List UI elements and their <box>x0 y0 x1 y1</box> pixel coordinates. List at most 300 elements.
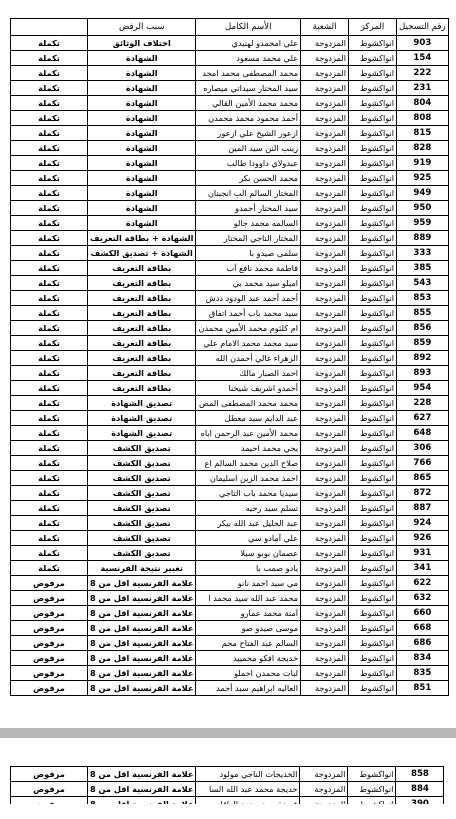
center-cell: انواكشوط <box>349 546 397 561</box>
header-result <box>11 19 88 36</box>
branch-cell: المزدوجة <box>301 351 349 366</box>
table-row <box>11 321 449 336</box>
full-name-cell: خديجة افكو محمييد <box>196 651 301 666</box>
branch-cell: المزدوجة <box>301 561 349 576</box>
full-name-cell: سيد المختار أحمدو <box>196 201 301 216</box>
result-cell: تكملة <box>11 351 88 366</box>
rejection-reason-cell: تصديق الكشف <box>88 501 196 516</box>
registration-number-cell: 306 <box>397 441 449 456</box>
registration-number-cell: 808 <box>397 111 449 126</box>
full-name-cell: السالم عبد الفتاح محم <box>196 636 301 651</box>
rejection-reason-cell: علامة الفرنسية اقل من 8 <box>88 681 196 696</box>
table-row <box>11 96 449 111</box>
registration-number-cell: 834 <box>397 651 449 666</box>
rejection-reason-cell: الشهادة + بطاقة التعريف <box>88 231 196 246</box>
table-row <box>11 396 449 411</box>
registration-number-cell: 855 <box>397 306 449 321</box>
registration-number-cell: 950 <box>397 201 449 216</box>
rejection-reason-cell: بطاقة التعريف <box>88 366 196 381</box>
rejection-reason-cell: بطاقة التعريف <box>88 336 196 351</box>
branch-cell: المزدوجة <box>301 306 349 321</box>
center-cell: انواكشوط <box>349 126 397 141</box>
full-name-cell: سيد محمد محمد الامام علي <box>196 336 301 351</box>
rejection-reason-cell: الشهادة <box>88 156 196 171</box>
full-name-cell: علي امحمدو لهنيدي <box>196 36 301 51</box>
full-name-cell: يحي محمد احيمد <box>196 441 301 456</box>
result-cell: تكملة <box>11 396 88 411</box>
registration-number-cell: 627 <box>397 411 449 426</box>
rejection-reason-cell: الشهادة <box>88 186 196 201</box>
center-cell: انواكشوط <box>349 576 397 591</box>
branch-cell: المزدوجة <box>301 426 349 441</box>
registration-number-cell: 231 <box>397 81 449 96</box>
registration-number-cell: 851 <box>397 681 449 696</box>
registration-number-cell: 835 <box>397 666 449 681</box>
table-row <box>11 156 449 171</box>
registration-number-cell: 954 <box>397 381 449 396</box>
center-cell: انواكشوط <box>349 681 397 696</box>
center-cell: انواكشوط <box>349 501 397 516</box>
table-row <box>11 681 449 696</box>
full-name-cell: اميلو سيد محمد بي <box>196 276 301 291</box>
table-row <box>11 441 449 456</box>
full-name-cell: العاليه ابراهيم سيد أحمد <box>196 681 301 696</box>
center-cell: انواكشوط <box>349 111 397 126</box>
result-cell: مرفوض <box>11 621 88 636</box>
rejection-reason-cell: تصديق الكشف <box>88 546 196 561</box>
branch-cell: المزدوجة <box>301 411 349 426</box>
center-cell: انواكشوط <box>349 456 397 471</box>
center-cell: انواكشوط <box>349 351 397 366</box>
registration-number-cell: 341 <box>397 561 449 576</box>
registration-number-cell: 919 <box>397 156 449 171</box>
result-cell: تكملة <box>11 201 88 216</box>
branch-cell: المزدوجة <box>301 171 349 186</box>
center-cell: انواكشوط <box>349 591 397 606</box>
result-cell: مرفوض <box>11 767 88 782</box>
center-cell: انواكشوط <box>349 51 397 66</box>
center-cell: انواكشوط <box>349 231 397 246</box>
registration-number-cell: 926 <box>397 531 449 546</box>
registration-number-cell: 660 <box>397 606 449 621</box>
center-cell: انواكشوط <box>349 156 397 171</box>
registration-number-cell: 924 <box>397 516 449 531</box>
center-cell: انواكشوط <box>349 276 397 291</box>
table-row <box>11 471 449 486</box>
center-cell: انواكشوط <box>349 426 397 441</box>
table-row <box>11 426 449 441</box>
registration-number-cell: 949 <box>397 186 449 201</box>
table-row <box>11 81 449 96</box>
rejection-reason-cell: علامة الفرنسية اقل من 8 <box>88 621 196 636</box>
rejection-reason-cell: بطاقة التعريف <box>88 321 196 336</box>
registration-number-cell: 892 <box>397 351 449 366</box>
rejection-reason-cell: علامة الفرنسية اقل من 8 <box>88 782 196 797</box>
center-cell: انواكشوط <box>349 66 397 81</box>
registration-number-cell: 154 <box>397 51 449 66</box>
branch-cell: المزدوجة <box>301 291 349 306</box>
full-name-cell: عبدولاي داوودا طالب <box>196 156 301 171</box>
full-name-cell: سيد محمد باب أحمد اتفاق <box>196 306 301 321</box>
registration-number-cell: 804 <box>397 96 449 111</box>
branch-cell: المزدوجة <box>301 201 349 216</box>
table-row <box>11 767 444 782</box>
result-cell: مرفوض <box>11 591 88 606</box>
result-cell: تكملة <box>11 291 88 306</box>
table-row <box>11 216 449 231</box>
table-row <box>11 186 449 201</box>
result-cell: تكملة <box>11 36 88 51</box>
center-cell: انواكشوط <box>349 666 397 681</box>
branch-cell: المزدوجة <box>301 531 349 546</box>
branch-cell: المزدوجة <box>301 276 349 291</box>
full-name-cell: زينب النن سيد المين <box>196 141 301 156</box>
result-cell: مرفوض <box>11 782 88 797</box>
rejection-reason-cell: الشهادة <box>88 81 196 96</box>
branch-cell: المزدوجة <box>301 141 349 156</box>
registration-number-cell: 622 <box>397 576 449 591</box>
table-row <box>11 666 449 681</box>
center-cell: انواكشوط <box>349 486 397 501</box>
registration-number-cell: 887 <box>397 501 449 516</box>
rejection-reason-cell: الشهادة <box>88 126 196 141</box>
registration-number-cell: 333 <box>397 246 449 261</box>
result-cell: تكملة <box>11 171 88 186</box>
registration-number-cell: 859 <box>397 336 449 351</box>
rejection-reason-cell: تصديق الكشف <box>88 531 196 546</box>
rejection-reason-cell: تصديق الشهادة <box>88 396 196 411</box>
branch-cell: المزدوجة <box>301 651 349 666</box>
full-name-cell: خديجة محمد عبد الله السا <box>196 782 300 797</box>
rejection-reason-cell: اختلاف الوثائق <box>88 36 196 51</box>
result-cell: تكملة <box>11 306 88 321</box>
center-cell: انواكشوط <box>349 321 397 336</box>
rejection-reason-cell: بطاقة التعريف <box>88 276 196 291</box>
table-row <box>11 336 449 351</box>
rejection-reason-cell: بطاقة التعريف <box>88 291 196 306</box>
branch-cell: المزدوجة <box>301 66 349 81</box>
full-name-cell: آمنة محمد عمارو <box>196 606 301 621</box>
registration-number-cell: 959 <box>397 216 449 231</box>
full-name-cell: صلاح الدين محمد السالم اع <box>196 456 301 471</box>
full-name-cell: أحمدو اشريف شيخنا <box>196 381 301 396</box>
full-name-cell: ازعور الشيخ علي ازعور <box>196 126 301 141</box>
result-cell: تكملة <box>11 516 88 531</box>
rejection-reason-cell: علامة الفرنسية اقل من 8 <box>88 651 196 666</box>
full-name-cell: سيد المختار سيداتي ميصاره <box>196 81 301 96</box>
branch-cell: المزدوجة <box>301 126 349 141</box>
center-cell: انواكشوط <box>349 396 397 411</box>
table-row <box>11 606 449 621</box>
table-row <box>11 66 449 81</box>
rejection-reason-cell: الشهادة <box>88 216 196 231</box>
branch-cell: المزدوجة <box>301 231 349 246</box>
center-cell: انواكشوط <box>349 381 397 396</box>
full-name-cell: عبد الدايم سيد معطل <box>196 411 301 426</box>
result-cell: تكملة <box>11 96 88 111</box>
full-name-cell: علي محمد مسعود <box>196 51 301 66</box>
center-cell: انواكشوط <box>349 366 397 381</box>
result-cell: تكملة <box>11 486 88 501</box>
full-name-cell: سيديا محمد باب التاجي <box>196 486 301 501</box>
branch-cell: المزدوجة <box>301 96 349 111</box>
rejection-reason-cell: علامة الفرنسية اقل من 8 <box>88 636 196 651</box>
table-row <box>11 366 449 381</box>
center-cell: انواكشوط <box>349 606 397 621</box>
result-cell: تكملة <box>11 141 88 156</box>
center-cell: انواكشوط <box>349 216 397 231</box>
full-name-cell: احمد محمد الزين اسليمان <box>196 471 301 486</box>
result-cell: تكملة <box>11 231 88 246</box>
center-cell: انواكشوط <box>349 531 397 546</box>
rejection-reason-cell: الشهادة + تصديق الكشف <box>88 246 196 261</box>
result-cell: تكملة <box>11 186 88 201</box>
header-center: المركز <box>349 19 397 36</box>
page-separator <box>0 728 456 738</box>
registration-number-cell: 632 <box>397 591 449 606</box>
full-name-cell: احمد الصبار مالك <box>196 366 301 381</box>
registration-number-cell: 686 <box>397 636 449 651</box>
rejection-reason-cell: الشهادة <box>88 141 196 156</box>
table-row <box>11 381 449 396</box>
table-row <box>11 546 449 561</box>
full-name-cell: السالمه محمد جالو <box>196 216 301 231</box>
registration-number-cell: 856 <box>397 321 449 336</box>
branch-cell: المزدوجة <box>301 666 349 681</box>
table-row <box>11 291 449 306</box>
result-cell: مرفوض <box>11 666 88 681</box>
branch-cell: المزدوجة <box>301 471 349 486</box>
full-name-cell: تسلم سيد رحيه <box>196 501 301 516</box>
branch-cell: المزدوجة <box>301 501 349 516</box>
registration-number-cell: 903 <box>397 36 449 51</box>
table-row <box>11 411 449 426</box>
rejection-reason-cell: الشهادة <box>88 111 196 126</box>
table-row <box>11 531 449 546</box>
full-name-cell: محمد محمد الأمين القالي <box>196 96 301 111</box>
center-cell: انواكشوط <box>349 246 397 261</box>
result-cell: تكملة <box>11 426 88 441</box>
branch-cell: المزدوجة <box>301 336 349 351</box>
branch-cell: المزدوجة <box>301 546 349 561</box>
full-name-cell: عصمان بوبو سيلا <box>196 546 301 561</box>
branch-cell: المزدوجة <box>301 261 349 276</box>
table-row <box>11 276 449 291</box>
center-cell: انواكشوط <box>349 201 397 216</box>
result-cell: مرفوض <box>11 576 88 591</box>
rejection-reason-cell: بطاقة التعريف <box>88 381 196 396</box>
registration-number-cell: 893 <box>397 366 449 381</box>
rejection-reason-cell: علامة الفرنسية اقل من 8 <box>88 606 196 621</box>
branch-cell: المزدوجة <box>301 606 349 621</box>
registration-number-cell: 648 <box>397 426 449 441</box>
registration-number-cell: 828 <box>397 141 449 156</box>
registration-number-cell: 858 <box>396 767 444 782</box>
result-cell: تكملة <box>11 216 88 231</box>
branch-cell: المزدوجة <box>301 246 349 261</box>
center-cell: انواكشوط <box>349 36 397 51</box>
full-name-cell: عبد الجليل عبد الله بيكر <box>196 516 301 531</box>
rejection-reason-cell: الشهادة <box>88 51 196 66</box>
full-name-cell: سلمى صيدو با <box>196 246 301 261</box>
center-cell: انواكشوط <box>349 171 397 186</box>
full-name-cell: محمد المصطفى محمد امجد <box>196 66 301 81</box>
branch-cell: المزدوجة <box>301 396 349 411</box>
table-row <box>11 36 449 51</box>
result-cell: مرفوض <box>11 636 88 651</box>
table-row <box>11 171 449 186</box>
result-cell: تكملة <box>11 456 88 471</box>
branch-cell: المزدوجة <box>301 51 349 66</box>
full-name-cell: مي سيد احمد نانو <box>196 576 301 591</box>
result-cell: تكملة <box>11 441 88 456</box>
full-name-cell: الزهراء غالي أحمدن الله <box>196 351 301 366</box>
full-name-cell: يادو صمب با <box>196 561 301 576</box>
branch-cell: المزدوجة <box>301 186 349 201</box>
rejection-reason-cell: بطاقة التعريف <box>88 306 196 321</box>
table-row <box>11 51 449 66</box>
center-cell: انواكشوط <box>349 141 397 156</box>
result-cell: تكملة <box>11 261 88 276</box>
full-name-cell: محمد عبد الله سيد محمد ا <box>196 591 301 606</box>
rejection-reason-cell: تصديق الشهادة <box>88 411 196 426</box>
full-name-cell: أحمد محمود محمد محمدن <box>196 111 301 126</box>
result-cell: تكملة <box>11 336 88 351</box>
table-row <box>11 501 449 516</box>
registration-number-cell: 872 <box>397 486 449 501</box>
branch-cell: المزدوجة <box>301 441 349 456</box>
center-cell: انواكشوط <box>349 411 397 426</box>
registration-number-cell: 668 <box>397 621 449 636</box>
table-row <box>11 351 449 366</box>
center-cell: انواكشوط <box>349 516 397 531</box>
registration-number-cell: 889 <box>397 231 449 246</box>
full-name-cell: المختار السالم الب انجبنان <box>196 186 301 201</box>
branch-cell: المزدوجة <box>301 36 349 51</box>
full-name-cell: أحمد أحمد عبد الودود ددش <box>196 291 301 306</box>
full-name-cell: فاطمة محمد نافع آب <box>196 261 301 276</box>
rejection-reason-cell: تصديق الكشف <box>88 456 196 471</box>
result-cell: تكملة <box>11 531 88 546</box>
table-header-row <box>11 19 449 36</box>
registration-number-cell: 925 <box>397 171 449 186</box>
header-branch: الشعبة <box>301 19 349 36</box>
result-cell: مرفوض <box>11 681 88 696</box>
branch-cell: المزدوجة <box>301 111 349 126</box>
center-cell: انواكشوط <box>349 261 397 276</box>
branch-cell: المزدوجة <box>301 636 349 651</box>
registration-number-cell: 815 <box>397 126 449 141</box>
center-cell: انواكشوط <box>348 767 396 782</box>
table-row <box>11 486 449 501</box>
table-row <box>11 111 449 126</box>
full-name-cell: محمد الحسن بكر <box>196 171 301 186</box>
branch-cell: المزدوجة <box>301 321 349 336</box>
header-registration-number: رقم التسجيل <box>397 19 449 36</box>
registration-number-cell: 853 <box>397 291 449 306</box>
result-cell: تكملة <box>11 501 88 516</box>
rejection-reason-cell: تصديق الكشف <box>88 486 196 501</box>
table-row <box>11 141 449 156</box>
page-bottom-edge <box>0 804 456 819</box>
table-row <box>11 636 449 651</box>
center-cell: انواكشوط <box>349 441 397 456</box>
result-cell: تكملة <box>11 381 88 396</box>
full-name-cell: ام كلثوم محمد الأمين محمدن <box>196 321 301 336</box>
table-row <box>11 516 449 531</box>
center-cell: انواكشوط <box>349 651 397 666</box>
table-row <box>11 591 449 606</box>
table-row <box>11 782 444 797</box>
full-name-cell: علي آمادو سي <box>196 531 301 546</box>
rejection-reason-cell: الشهادة <box>88 96 196 111</box>
full-name-cell: لبات محمدن اجملو <box>196 666 301 681</box>
result-cell: تكملة <box>11 561 88 576</box>
result-cell: تكملة <box>11 111 88 126</box>
table-row <box>11 306 449 321</box>
table-row <box>11 576 449 591</box>
center-cell: انواكشوط <box>349 636 397 651</box>
result-cell: تكملة <box>11 546 88 561</box>
result-cell: تكملة <box>11 81 88 96</box>
registration-number-cell: 865 <box>397 471 449 486</box>
result-cell: تكملة <box>11 321 88 336</box>
rejection-reason-cell: بطاقة التعريف <box>88 261 196 276</box>
branch-cell: المزدوجة <box>301 516 349 531</box>
center-cell: انواكشوط <box>349 336 397 351</box>
full-name-cell: محمد الأمين عبد الرحمن اباه <box>196 426 301 441</box>
rejection-reason-cell: علامة الفرنسية اقل من 8 <box>88 591 196 606</box>
table-row <box>11 201 449 216</box>
center-cell: انواكشوط <box>349 186 397 201</box>
rejection-reason-cell: تصديق الكشف <box>88 441 196 456</box>
rejection-reason-cell: علامة الفرنسية اقل من 8 <box>88 767 196 782</box>
rejection-reason-cell: تغيير نتيجة الفرنسية <box>88 561 196 576</box>
rejection-reason-cell: علامة الفرنسية اقل من 8 <box>88 576 196 591</box>
rejection-reason-cell: تصديق الكشف <box>88 516 196 531</box>
center-cell: انواكشوط <box>349 96 397 111</box>
rejection-reason-cell: الشهادة <box>88 171 196 186</box>
branch-cell: المزدوجة <box>301 456 349 471</box>
result-cell: تكملة <box>11 66 88 81</box>
registration-number-cell: 543 <box>397 276 449 291</box>
table-row <box>11 561 449 576</box>
registration-number-cell: 884 <box>396 782 444 797</box>
table-row <box>11 456 449 471</box>
full-name-cell: المختار الناجي المختار <box>196 231 301 246</box>
full-name-cell: موسى صيدو صو <box>196 621 301 636</box>
registration-number-cell: 222 <box>397 66 449 81</box>
rejection-table <box>10 18 449 696</box>
result-cell: مرفوض <box>11 606 88 621</box>
registration-number-cell: 931 <box>397 546 449 561</box>
full-name-cell: الخديجات الناجي مولود <box>196 767 300 782</box>
result-cell: تكملة <box>11 246 88 261</box>
rejection-reason-cell: تصديق الكشف <box>88 471 196 486</box>
rejection-reason-cell: تصديق الشهادة <box>88 426 196 441</box>
rejection-reason-cell: علامة الفرنسية اقل من 8 <box>88 666 196 681</box>
result-cell: مرفوض <box>11 651 88 666</box>
center-cell: انواكشوط <box>349 291 397 306</box>
table-row <box>11 261 449 276</box>
result-cell: تكملة <box>11 366 88 381</box>
branch-cell: المزدوجة <box>301 366 349 381</box>
result-cell: تكملة <box>11 126 88 141</box>
result-cell: تكملة <box>11 156 88 171</box>
header-full-name: الأسم الكامل <box>196 19 301 36</box>
result-cell: تكملة <box>11 471 88 486</box>
center-cell: انواكشوط <box>349 81 397 96</box>
